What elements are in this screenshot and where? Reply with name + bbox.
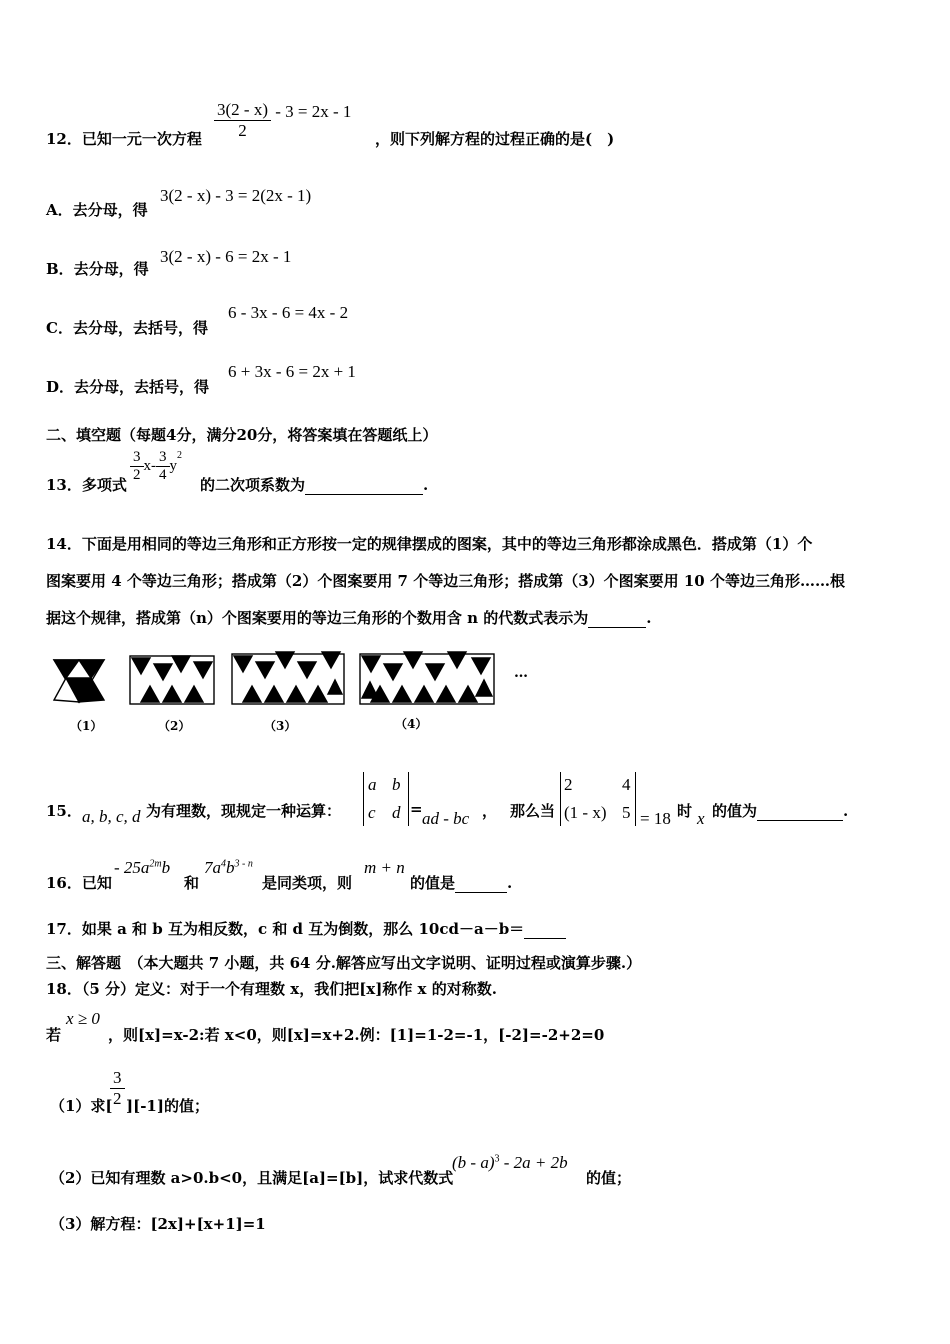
q18-p1-den: 2 <box>110 1088 125 1109</box>
q13-f2-den: 4 <box>156 466 170 484</box>
q16-term2 <box>204 858 253 878</box>
q18-cond: x ≥ 0 <box>66 1009 100 1028</box>
q16-suffix <box>410 872 512 893</box>
q17-text: 17．如果 a 和 b 互为相反数，c 和 d 互为倒数，那么 10cd－a－b＝ <box>46 920 525 938</box>
q18-part1-fraction <box>110 1068 125 1109</box>
option-b-math: 3(2 - x) - 6 = 2x - 1 <box>160 247 292 266</box>
option-c-label: C．去分母，去括号，得 <box>46 319 208 337</box>
q18-part2-prefix: （2）已知有理数 a>0.b<0，且满足[a]=[b]，试求代数式 <box>50 1169 454 1187</box>
q18-p1-num: 3 <box>113 1068 122 1087</box>
option-a-label: A．去分母，得 <box>46 201 148 219</box>
q17 <box>46 918 566 939</box>
q15-det2-c: (1 - x) <box>564 803 607 822</box>
q12-fraction <box>214 100 271 141</box>
q15-det1-a: a <box>368 775 377 794</box>
q14-figure-label-3: （3） <box>264 719 297 733</box>
q16-exp1: 2m <box>149 858 162 870</box>
q12-eq-rest: - 3 = 2x - 1 <box>275 101 352 121</box>
q14-line3 <box>46 607 652 628</box>
option-d-math: 6 + 3x - 6 = 2x + 1 <box>228 362 356 381</box>
q16-suffix-text: 的值是 <box>410 874 456 892</box>
q17-answer-blank[interactable] <box>524 920 566 939</box>
q14-figure-label-2: （2） <box>158 719 191 733</box>
q12-equation <box>214 100 351 141</box>
pattern-1 <box>54 660 104 702</box>
q13-polynomial <box>130 449 182 484</box>
q18-p2-math: (b - a) <box>452 1153 495 1172</box>
q18-part1-frac <box>110 1068 125 1109</box>
q12-frac-den: 2 <box>214 120 271 141</box>
q16-exp2b: 3 - n <box>234 858 253 870</box>
q16-text: 是同类项，则 <box>262 874 353 892</box>
q13-f2-num: 3 <box>159 449 167 465</box>
q14-figure-label-1: （1） <box>70 719 103 733</box>
q13-answer-blank[interactable] <box>305 476 423 495</box>
section3-heading: 三、解答题 （本大题共 7 小题，共 64 分.解答应写出文字说明、证明过程或演算步骤.） <box>46 954 642 972</box>
q15-vars: a, b, c, d <box>82 807 141 826</box>
q13-f1-den: 2 <box>130 466 144 484</box>
q15-text1: 为有理数，现规定一种运算： <box>146 802 342 820</box>
q13-tail: y <box>169 458 177 474</box>
option-a-math: 3(2 - x) - 3 = 2(2x - 1) <box>160 186 312 205</box>
q15-prefix: 15． <box>46 802 82 820</box>
q16-exp2a: 4 <box>221 858 226 870</box>
q14-answer-blank[interactable] <box>588 609 646 628</box>
q18-p2-math2: - 2a + 2b <box>503 1153 568 1172</box>
q13-prefix: 13．多项式 <box>46 476 127 494</box>
q16-answer-blank[interactable] <box>455 874 507 893</box>
q15-text4: 的值为 <box>712 802 758 820</box>
q16-end: . <box>507 874 513 892</box>
pattern-4 <box>360 652 494 704</box>
q15-det1-b: b <box>392 775 401 794</box>
q15-tail <box>712 800 848 821</box>
q13-suffix <box>200 474 428 495</box>
q16-term1-base: - 25a <box>114 858 150 877</box>
q15-det1-d: d <box>392 803 401 822</box>
q15-comma: ， <box>482 802 498 820</box>
q15-text2: 那么当 <box>510 802 556 820</box>
q15-det2-d: 5 <box>622 803 631 822</box>
q16-term2b: b <box>226 858 235 877</box>
q16-mn: m + n <box>364 858 405 877</box>
q18-part1-suffix: ][-1]的值； <box>126 1097 209 1115</box>
q18-line1: 18．（5 分）定义：对于一个有理数 x，我们把[x]称作 x 的对称数. <box>46 980 497 998</box>
pattern-2 <box>130 656 214 704</box>
q15-text3: 时 <box>677 802 693 820</box>
q18-rest: ，则[x]=x-2:若 x<0，则[x]=x+2.例：[1]=1-2=-1，[-2]=-2+2=0 <box>108 1026 605 1044</box>
q14-ellipsis: … <box>514 665 528 681</box>
q16-term1 <box>114 858 170 878</box>
q18-part1-prefix: （1）求[ <box>50 1097 113 1115</box>
section2-heading: 二、填空题（每题4分，满分20分，将答案填在答题纸上） <box>46 426 438 444</box>
q13-f1-num: 3 <box>133 449 141 465</box>
q18-part2-suffix: 的值； <box>586 1169 632 1187</box>
q16-term2-base: 7a <box>204 858 221 877</box>
q18-part3: （3）解方程：[2x]+[x+1]=1 <box>50 1215 266 1233</box>
q13-exp: 2 <box>177 449 182 461</box>
pattern-3 <box>232 652 344 704</box>
q14-line1: 14．下面是用相同的等边三角形和正方形按一定的规律摆成的图案，其中的等边三角形都涂成黑色．搭成第（1）个 <box>46 535 813 553</box>
q16-and: 和 <box>184 874 200 892</box>
q18-if: 若 <box>46 1026 62 1044</box>
q12-suffix: ，则下列解方程的过程正确的是( ) <box>375 130 615 148</box>
q15-det2-a: 2 <box>564 775 573 794</box>
q16-term1b: b <box>161 858 171 877</box>
option-b-label: B．去分母，得 <box>46 260 149 278</box>
q12-frac-num: 3(2 - x) <box>217 100 268 119</box>
q16-prefix: 16．已知 <box>46 874 112 892</box>
q15-det2-b: 4 <box>622 775 631 794</box>
q15-end: . <box>843 802 849 820</box>
q14-line2: 图案要用 4 个等边三角形；搭成第（2）个图案要用 7 个等边三角形；搭成第（3）个图案要用 10 个等边三角形……根 <box>46 572 845 590</box>
q15-answer-blank[interactable] <box>757 802 843 821</box>
q15-var-x: x <box>697 809 705 828</box>
q14-end: . <box>646 609 652 627</box>
q13-frac1 <box>130 449 144 484</box>
q18-part2-math <box>452 1153 568 1173</box>
q12-stem <box>46 128 202 149</box>
q18-p2-exp: 3 <box>494 1153 500 1165</box>
q14-line3-text: 据这个规律，搭成第（n）个图案要用的等边三角形的个数用含 n 的代数式表示为 <box>46 609 589 627</box>
q15-det1-c: c <box>368 803 376 822</box>
q15-eq1: = <box>410 800 423 818</box>
option-d-label: D．去分母，去括号，得 <box>46 378 210 396</box>
q13-mid: x- <box>143 458 156 474</box>
q15-eq2: = 18 <box>640 809 671 828</box>
q13-end: . <box>423 476 429 494</box>
q12-prefix: 12．已知一元一次方程 <box>46 130 202 148</box>
q14-figure-label-4: （4） <box>395 717 428 731</box>
option-c-math: 6 - 3x - 6 = 4x - 2 <box>228 303 349 322</box>
q13-suffix-text: 的二次项系数为 <box>200 476 306 494</box>
q13-frac2 <box>156 449 170 484</box>
q15-res1: ad - bc <box>422 809 470 828</box>
